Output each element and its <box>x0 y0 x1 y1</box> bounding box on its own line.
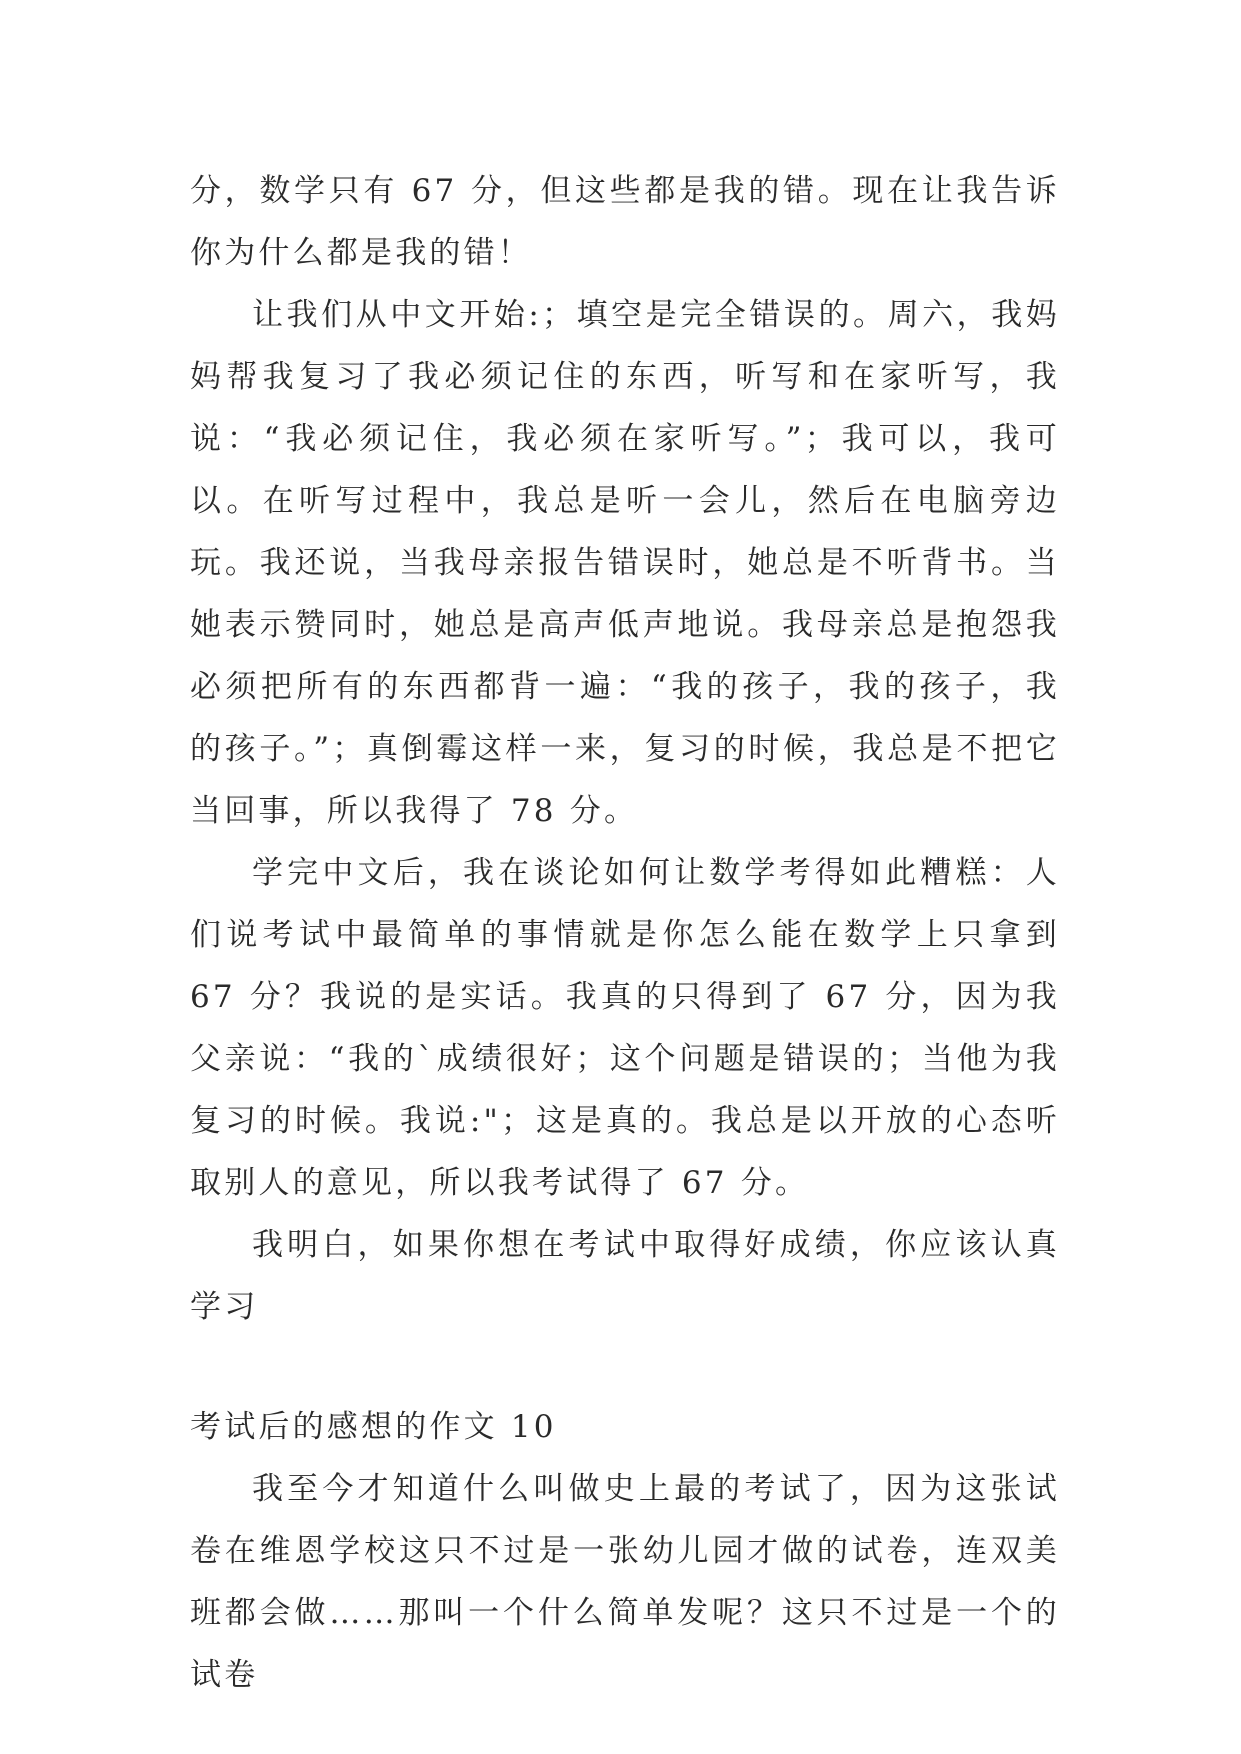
paragraph-5: 我至今才知道什么叫做史上最的考试了，因为这张试卷在维恩学校这只不过是一张幼儿园才做的试卷，连双美班都会做……那叫一个什么简单发呢？这只不过是一个的试卷 <box>190 1471 1060 1693</box>
essay-heading: 考试后的感想的作文 10 <box>190 1409 557 1445</box>
document-body <box>190 160 1060 1706</box>
paragraph-2: 让我们从中文开始:；填空是完全错误的。周六，我妈妈帮我复习了我必须记住的东西，听写和在家听写，我说：“我必须记住，我必须在家听写。”；我可以，我可以。在听写过程中，我总是听一会儿，然后在电脑旁边玩。我还说，当我母亲报告错误时，她总是不听背书。当她表示赞同时，她总是高声低声地说。我母亲总是抱怨我必须把所有的东西都背一遍：“我的孩子，我的孩子，我的孩子。”；真倒霉这样一来，复习的时候，我总是不把它当回事，所以我得了 78 分。 <box>190 297 1060 829</box>
paragraph-1: 分，数学只有 67 分，但这些都是我的错。现在让我告诉你为什么都是我的错！ <box>190 173 1060 271</box>
paragraph-4: 我明白，如果你想在考试中取得好成绩，你应该认真学习 <box>190 1227 1060 1325</box>
paragraph-3: 学完中文后，我在谈论如何让数学考得如此糟糕：人们说考试中最简单的事情就是你怎么能在数学上只拿到 67 分？我说的是实话。我真的只得到了 67 分，因为我父亲说：“我的`成绩很好；这个问题是错误的；当他为我复习的时候。我说:"；这是真的。我总是以开放的心态听取别人的意见，所以我考试得了 67 分。 <box>190 855 1060 1201</box>
